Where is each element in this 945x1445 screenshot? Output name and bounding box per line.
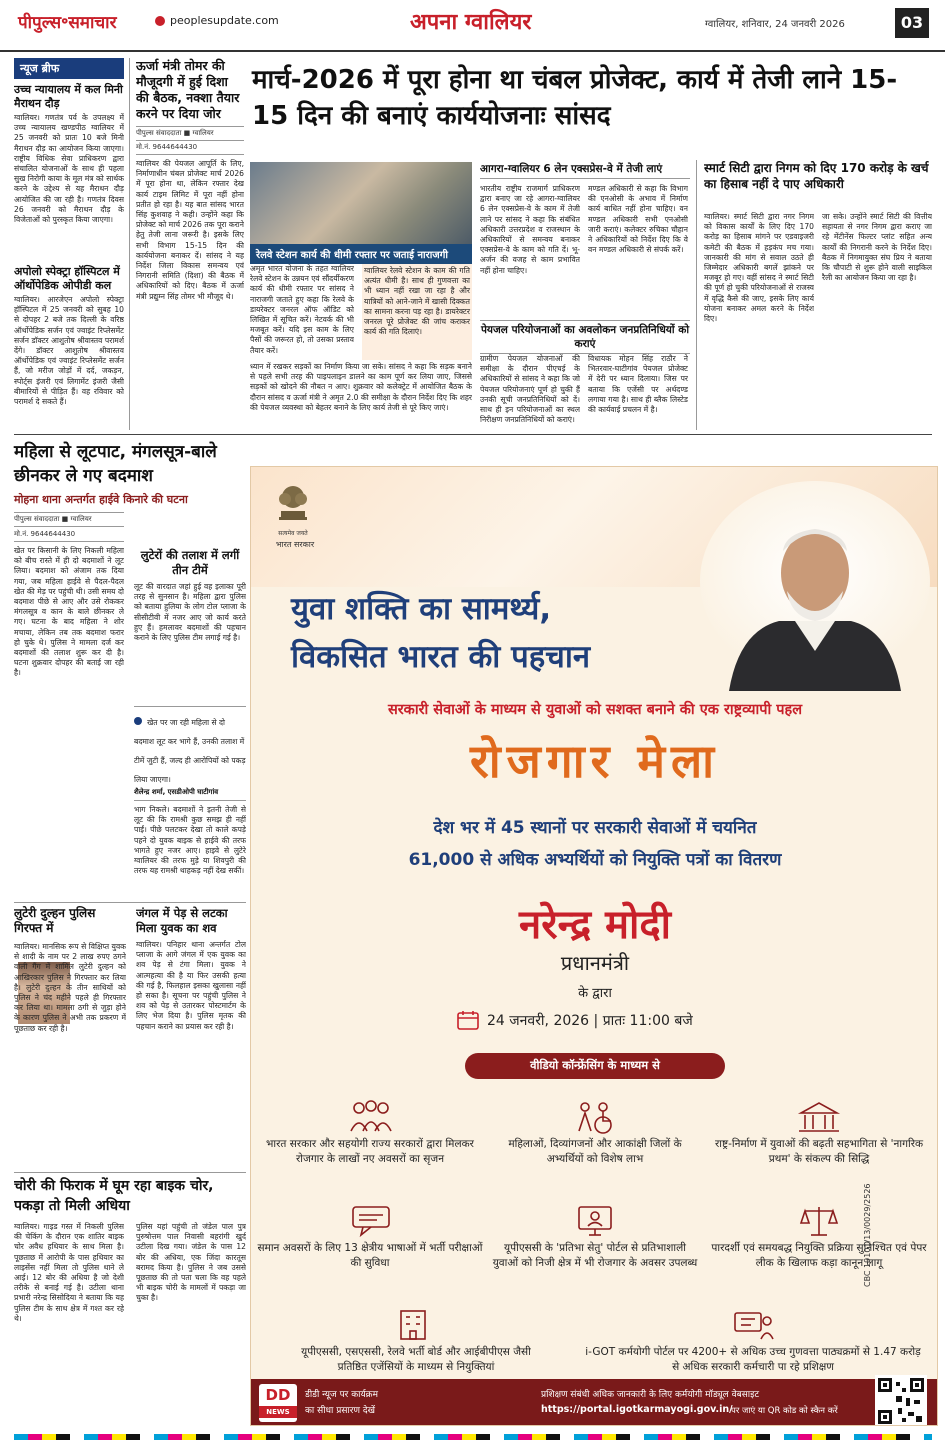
dd-logo-text: DD xyxy=(265,1386,291,1404)
quote-by: शैलेन्द्र शर्मा, एसडीओपी घाटीगांव xyxy=(134,788,219,796)
bride-story xyxy=(14,906,126,1168)
page-number: 03 xyxy=(895,8,929,38)
cbc-code: CBC 19101/13/0029/2526 xyxy=(863,1183,872,1287)
forest-story xyxy=(136,906,246,1168)
website-link[interactable]: peoplesupdate.com xyxy=(170,14,279,27)
energy-body: ग्वालियर की पेयजल आपूर्ति के लिए, निर्माणाधीन चंबल प्रोजेक्ट मार्च 2026 में पूरा होना था, लेकिन रफ्तार देख कार्य टाइम लिमिट में पूरा नहीं होना प्रतीत हो रहा है। यह बात सांसद भारत सिंह कुशवाह ने कही। उन्होंने कहा कि प्रोजेक्ट को मार्च 2026 तक पूरा कराने हेतु तेजी लाना जरूरी है। इसके लिए सभी विभाग 15-15 दिन की कार्ययोजना बनाकर दें। सांसद ने यह निर्देश जिला विकास समन्वय एवं निगरानी समिति (दिशा) की बैठक में अधिकारियों को दिए। बैठक में ऊर्जा मंत्री प्रद्युम्न सिंह तोमर भी मौजूद थे। xyxy=(136,159,244,301)
scheme-headline: पेयजल परियोजनाओं का अवलोकन जनप्रतिनिधियों को कराएं xyxy=(480,320,690,354)
dd-text-line2: का सीधा प्रसारण देखें xyxy=(305,1406,375,1416)
expressway-col-a: भारतीय राष्ट्रीय राजमार्ग प्राधिकरण द्वारा बनाए जा रहे आगरा-ग्वालियर 6 लेन एक्सप्रेस-वे के काम में तेजी लाने पर सांसद ने कहा कि संबंधित अधिकारी उत्तरप्रदेश व राजस्थान के अधिकारियों से समन्वय बनाकर एक्सप्रेस-वे के काम को गति दें। भू-अर्जन की वजह से काम प्रभावित नहीं होना चाहिए। xyxy=(480,184,580,275)
feature-text: i-GOT कर्मयोगी पोर्टल पर 4200+ से अधिक उच्च गुणवत्ता पाठ्यक्रमों से 1.47 करोड़ से अधिक सरकारी कर्मचारी पा रहे प्रशिक्षण xyxy=(585,1346,921,1373)
bride-body: ग्वालियर। मानसिक रूप से विक्षिप्त युवक से शादी के नाम पर 2 लाख रुपए ठगने वाली गैंग में शामिल लुटेरी दुल्हन को आखिरकार पुलिस ने गिरफ्तार कर लिया है। लुटेरी दुल्हन के तीन साथियों को पुलिस ने चंद महीने पहले ही गिरफ्तार कर लिया था। मामला ठगी से जुड़ा होने के कारण पुलिस ने अभी तक प्रकरण में पूछताछ कर रही है। xyxy=(14,942,126,1033)
lead-col-b: अमृत भारत योजना के तहत ग्वालियर रेलवे स्टेशन के उन्नयन एवं सौंदर्यीकरण कार्य की धीमी रफ्तार पर सांसद ने नाराजगी जताते हुए कहा कि रेलवे के डायरेक्टर जनरल ऑफ ऑडिट को लिखित में सूचित करें। नेटवर्क की भी मजबूत करें। यदि इस काम के लिए पैसों की जरूरत हो, तो उसका प्रस्ताव तैयार करें। xyxy=(250,264,354,355)
emblem-icon xyxy=(275,481,311,527)
feature-text: राष्ट्र-निर्माण में युवाओं की बढ़ती सहभागिता से 'नागरिक प्रथम' के संकल्प की सिद्धि xyxy=(714,1138,924,1165)
lead-photo-caption: रेलवे स्टेशन कार्य की धीमी रफ्तार पर जताई नाराजगी xyxy=(250,244,472,264)
robbery-phone: मो.नं. 9644644430 xyxy=(14,528,124,542)
training-icon xyxy=(731,1307,775,1343)
feature-text: यूपीएससी, एसएससी, रेलवे भर्ती बोर्ड और आईबीपीएस जैसी प्रतिष्ठित एजेंसियों के माध्यम से नियुक्तियां xyxy=(301,1346,531,1373)
feature-text: पारदर्शी एवं समयबद्ध नियुक्ति प्रक्रिया सुनिश्चित एवं पेपर लीक के खिलाफ कड़ा कानून लागू xyxy=(711,1242,927,1269)
bike-col-b: पुलिस यहां पहुंची तो जंडेल पाल पुत्र पुरुषोत्तम पाल निवासी बहरांगी खुर्द उटीला दिख गया। जंडेल के पास 12 बोर की अधिया, एक जिंदा कारतूस बरामद किया है। पुलिस ने जब उससे पूछताछ की तो पता चला कि वह पहले भी बाइक चोरी के मामलों में पकड़ा जा चुका है। xyxy=(136,1222,246,1303)
inclusion-icon xyxy=(573,1099,617,1135)
bride-headline: लुटेरी दुल्हन पुलिस गिरफ्त में xyxy=(14,906,96,935)
masthead xyxy=(0,0,945,52)
ad-title-line2: विकसित भारत की पहचान xyxy=(291,639,591,675)
dateline: ग्वालियर, शनिवार, 24 जनवरी 2026 xyxy=(705,19,845,30)
section-title: अपना ग्वालियर xyxy=(410,10,532,35)
brief-body: ग्वालियर। गणतंत्र पर्व के उपलक्ष्य में उच्च न्यायालय खण्डपीठ ग्वालियर में 25 जनवरी को प्रातः 10 बजे मिनी मैराथन दौड़ का आयोजन किया जाएगा। राष्ट्रीय विधिक सेवा प्राधिकरण द्वारा संचालित योजनाओं के साथ ही पहला सुख निरोगी काया के मूल मंत्र को सार्थक करने के उद्देश्य से यह मैराथन दौड़ आयोजित की जा रही है। गणतंत्र दिवस 26 जनवरी को मैराथन दौड़ के विजेताओं को पुरस्कृत किया जाएगा। xyxy=(14,113,124,225)
govt-label: भारत सरकार xyxy=(275,540,315,549)
bike-headline: चोरी की फिराक में घूम रहा बाइक चोर, पकड़ा तो मिली अधिया xyxy=(14,1178,214,1214)
lead-col-c: ग्वालियर रेलवे स्टेशन के काम की गति अत्यंत धीमी है। साथ ही गुणवत्ता का भी ध्यान नहीं रखा जा रहा है और यात्रियों को आने-जाने में खासी दिक्कत का सामना करना पड़ रहा है। डायरेक्टर जनरल पूरे प्रोजेक्ट की जांच कराकर कार्य की गति दिलाएं। xyxy=(362,264,472,360)
robbery-box-body: लूट की वारदात जहां हुई वह इलाका पूरी तरह से सुनसान है। महिला द्वारा पुलिस को बताया हुलिया के लोग टोल प्लाजा के सीसीटीवी में नजर आए जो कार्य करते हुए हैं। हमलावर बदमाशों की पहचान कराने के लिए पुलिस टीम लगाई गई है। xyxy=(134,582,246,643)
pm-title: प्रधानमंत्री xyxy=(560,951,630,975)
expressway-headline: आगरा-ग्वालियर 6 लेन एक्सप्रेस-वे में तेजी लाएं xyxy=(480,162,690,179)
smart-city-story xyxy=(704,160,932,430)
news-brief xyxy=(14,58,124,428)
portal-icon xyxy=(573,1203,617,1239)
feature-text: भारत सरकार और सहयोगी राज्य सरकारों द्वारा मिलकर रोजगार के लाखों नए अवसरों का सृजन xyxy=(266,1138,474,1165)
lead-col-a: ध्यान में रखकर सड़कों का निर्माण किया जा सके। सांसद ने कहा कि सड़क बनाने से पहले सभी तरह की पाइपलाइन डालने का काम पूर्ण कर लिया जाए, जिससे सड़कों को खोदने की नौबत न आए। शुक्रवार को कलेक्ट्रेट में आयोजित बैठक के दौरान सांसद व ऊर्जा मंत्री ने अमृत 2.0 की समीक्षा के दौरान निर्देश दिए कि शहर की पेयजल व्यवस्था को बेहतर बनाने के लिए कार्य तेजी से पूरे किए जाएं। xyxy=(250,362,472,412)
justice-icon xyxy=(797,1203,841,1239)
feature-text: समान अवसरों के लिए 13 क्षेत्रीय भाषाओं में भर्ती परीक्षाओं की सुविधा xyxy=(257,1242,483,1269)
expressway-col-b: मण्डल अधिकारी से कहा कि विभाग की एनओसी के अभाव में निर्माण कार्य बाधित नहीं होना चाहिए। वन मण्डल अधिकारी सभी एनओसी जारी कराएं। कलेक्टर रुचिका चौहान ने अधिकारियों को निर्देश दिए कि वे वन मण्डल अधिकारी से संपर्क करें। xyxy=(588,184,688,255)
scheme-story xyxy=(480,320,690,430)
vc-badge-text: वीडियो कॉन्फ्रेंसिंग के माध्यम से xyxy=(530,1058,660,1072)
robbery-byline: पीपुल्स संवाददाता ■ ग्वालियर xyxy=(14,512,124,527)
ad-title-line1: युवा शक्ति का सामर्थ्य, xyxy=(291,591,552,627)
brief-body: ग्वालियर। आरजेएन अपोलो स्पेक्ट्रा हॉस्पिटल में 25 जनवरी को सुबह 10 से दोपहर 2 बजे तक दिल्ली के वरिष्ठ ऑर्थोपेडिक सर्जन एवं ज्वाइंट रिप्लेसमेंट सर्जन डॉक्टर आशुतोष श्रीवास्तव परामर्श देंगे। डॉक्टर आशुतोष श्रीवास्तव ऑर्थोपेडिक एवं ज्वाइंट रिप्लेसमेंट सर्जन हैं, जो मरीज जोड़ों में दर्द, जकड़न, स्पोर्ट्स इंजरी एवं लिगामेंट इंजरी जैसी बीमारियों से पीड़ित हैं। वह रविवार को परामर्श दे सकते हैं। xyxy=(14,295,124,407)
feature-text: यूपीएससी के 'प्रतिभा सेतु' पोर्टल से प्रतिभाशाली युवाओं को निजी क्षेत्र में भी रोजगार के अवसर उपलब्ध xyxy=(492,1242,698,1269)
energy-headline: ऊर्जा मंत्री तोमर की मौजूदगी में हुई दिशा की बैठक, नक्शा तैयार करने पर दिया जोर xyxy=(136,58,240,121)
robbery-subhead: मोहना थाना अन्तर्गत हाईवे किनारे की घटना xyxy=(14,493,188,506)
website-dot-icon xyxy=(155,16,165,26)
pm-name: नरेन्द्र मोदी xyxy=(519,902,671,948)
event-datetime: 24 जनवरी, 2026 | प्रातः 11:00 बजे xyxy=(487,1013,693,1029)
expressway-story xyxy=(480,162,690,318)
robbery-box-headline: लुटेरों की तलाश में लगीं तीन टीमें xyxy=(140,548,240,577)
ad-desc-line2: 61,000 से अधिक अभ्यर्थियों को नियुक्ति पत्रों का वितरण xyxy=(408,850,782,870)
dd-logo-sub: NEWS xyxy=(259,1406,297,1418)
ad-subtitle: सरकारी सेवाओं के माध्यम से युवाओं को सशक्त बनाने की एक राष्ट्रव्यापी पहल xyxy=(387,702,803,718)
qr-code-icon[interactable] xyxy=(875,1375,927,1426)
robbery-quote xyxy=(134,706,246,801)
quote-text: खेत पर जा रही महिला से दो बदमाश लूट कर भागे हैं, उनकी तलाश में टीमें जुटी हैं, जल्द ही आरोपियों को पकड़ लिया जाएगा। xyxy=(134,718,246,784)
language-icon xyxy=(349,1203,393,1239)
ad-footer xyxy=(251,1379,938,1426)
feature-text: महिलाओं, दिव्यांगजनों और आकांक्षी जिलों के अभ्यर्थियों को विशेष लाभ xyxy=(508,1138,682,1165)
smart-city-col-b: जा सके। उन्होंने स्मार्ट सिटी की वित्तीय सहायता से नगर निगम द्वारा कराए जा रहे मेंटीनेंस फिल्टर प्लांट सहित अन्य कार्यों की निगरानी करने के निर्देश दिए। बैठक में निगमायुक्त संघ प्रिय ने बताया कि चौपाटी से शुरू होने वाली साइकिल रैली का आयोजन किया जा रहा है। xyxy=(822,212,932,283)
bike-story xyxy=(14,1176,246,1426)
smart-city-headline: स्मार्ट सिटी द्वारा निगम को दिए 170 करोड़ के खर्च का हिसाब नहीं दे पाए अधिकारी xyxy=(704,161,929,191)
news-brief-label: न्यूज ब्रीफ xyxy=(14,58,124,79)
brief-headline: अपोलो स्पेक्ट्रा हॉस्पिटल में ऑर्थोपेडिक ओपीडी कल xyxy=(14,265,120,292)
bike-col-a: ग्वालियर। गाइड गस्त में निकली पुलिस की चेकिंग के दौरान एक शातिर बाइक चोर अवैध हथियार के साथ मिला है। पूछताछ में आरोपी के पास हथियार का लाइसेंस नहीं मिला तो पुलिस थाने ले आई। 12 बोर की अधिया है जो देशी तरीके से बनाई गई है। उटीला थाना प्रभारी नरेन्द्र सिसोदिया ने बताया कि यह पुलिस टीम के साथ क्षेत्र में गश्त कर रहे थे। xyxy=(14,1222,124,1323)
dd-text-line1: डीडी न्यूज पर कार्यक्रम xyxy=(305,1390,378,1400)
forest-body: ग्वालियर। पनिहार थाना अन्तर्गत टोल प्लाजा के आगे जंगल में एक युवक का शव पेड़ से टंगा मिला। युवक ने आत्महत्या की है या फिर उसकी हत्या की गई है, फिलहाल इसका खुलासा नहीं हो सका है। सूचना पर पहुंची पुलिस ने शव को पेड़ से उतारकर पोस्टमार्टम के लिए भेज दिया है। पुलिस मृतक की पहचान कराने का प्रयास कर रही है। xyxy=(136,940,246,1031)
energy-story xyxy=(136,58,244,430)
paper-logo: पीपुल्स॰समाचार xyxy=(18,13,117,33)
lead-photo xyxy=(250,162,472,244)
dd-news-logo xyxy=(259,1384,297,1422)
scheme-col-b: विधायक मोहन सिंह राठौर ने भितरवार-घाटीगांव पेयजल प्रोजेक्ट में देरी पर ध्यान दिलाया। जिस पर बताया कि एजेंसी पर अर्थदण्ड लगाया गया है। साथ ही ब्लैक लिस्टेड की कार्यवाई प्रचलन में है। xyxy=(588,354,688,415)
robbery-col2-body: भाग निकले। बदमाशों ने इतनी तेजी से लूट की कि रामश्री कुछ समझ ही नहीं पाईं। पीछे पलटकर देखा तो काले कपड़े पहने दो युवक बाइक से हाईवे की तरफ भागते हुए नजर आए। हाइवे से लुटेरे ग्वालियर की तरफ मुड़े या शिवपुरी की तरफ यह रामश्री थाहकड़ नहीं देख सकीं। xyxy=(134,805,246,876)
rozgar-mela-ad xyxy=(250,466,938,1426)
robbery-body: खेत पर किसानी के लिए निकली महिला को बीच रास्ते में ही दो बदमाशों ने लूट लिया। बदमाश को अंजाम तक दिया गया, जब महिला हाईवे से पैदल-पैदल खेत की मेड़ पर पहुंची थी। उसी समय दो बदमाश पीछे से आए और उसे रोककर मंगलसूत्र व कान के बाले छीनकर ले गए। घटना के बाद महिला ने शोर मचाया, लेकिन तब तक बदमाश फरार हो चुके थे। पुलिस ने मामला दर्ज कर बदमाशों की तलाश शुरू कर दी है। घटना शुक्रवार दोपहर की बताई जा रही है। xyxy=(14,546,124,678)
lead-headline: मार्च-2026 में पूरा होना था चंबल प्रोजेक्ट, कार्य में तेजी लाने 15-15 दिन की बनाएं कार्ययोजनाः सांसद xyxy=(252,65,898,131)
by-label: के द्वारा xyxy=(578,986,612,1001)
brief-headline: उच्च न्यायालय में कल मिनी मैराथन दौड़ xyxy=(14,83,123,110)
people-icon xyxy=(349,1099,393,1135)
energy-byline: पीपुल्स संवाददाता ■ ग्वालियर xyxy=(136,126,244,141)
calendar-icon xyxy=(457,1010,479,1030)
event-title: रोजगार मेला xyxy=(469,734,721,788)
building-icon xyxy=(797,1099,841,1135)
office-icon xyxy=(391,1307,435,1343)
emblem-motto: सत्यमेव जयते xyxy=(278,530,308,537)
info-suffix: पर जाएं या QR कोड को स्कैन करें xyxy=(731,1406,838,1416)
forest-headline: जंगल में पेड़ से लटका मिला युवक का शव xyxy=(136,906,228,935)
robbery-box xyxy=(134,548,246,882)
ad-desc-line1: देश भर में 45 स्थानों पर सरकारी सेवाओं में चयनित xyxy=(433,818,757,838)
quote-icon xyxy=(134,717,142,725)
pm-portrait xyxy=(699,481,931,691)
info-link[interactable]: https://portal.igotkarmayogi.gov.in/ xyxy=(541,1404,733,1415)
smart-city-col-a: ग्वालियर। स्मार्ट सिटी द्वारा नगर निगम को विकास कार्यों के लिए दिए 170 करोड़ का हिसाब मांगने पर एडवाइजरी कमेटी की बैठक में हड़कंप मच गया। जानकारी की मांग से सवाल उठते ही जिम्मेदार अधिकारी बगलें झांकने पर मजबूर हो गए। वहीं सांसद ने स्मार्ट सिटी की पूर्ण हो चुकी परियोजनाओं से राजस्व में वृद्धि कैसे की जाए, इसके लिए कार्य योजना बनाकर अमल करने के निर्देश दिए। xyxy=(704,212,814,324)
info-line1: प्रशिक्षण संबंधी अधिक जानकारी के लिए कर्मयोगी मॉड्यूल वेबसाइट xyxy=(541,1390,760,1400)
color-register xyxy=(14,1434,932,1440)
energy-phone: मो.नं. 9644644430 xyxy=(136,141,244,155)
scheme-col-a: ग्रामीण पेयजल योजनाओं की समीक्षा के दौरान पीएचई के अधिकारियों से सांसद ने कहा कि जो पेयजल परियोजनाएं पूर्ण हो चुकी हैं उनकी सूची जनप्रतिनिधियों को दें। साथ ही इन परियोजनाओं का स्थल निरीक्षण जनप्रतिनिधियों को कराएं। xyxy=(480,354,580,425)
robbery-headline: महिला से लूटपाट, मंगलसूत्र-बाले छीनकर ले गए बदमाश xyxy=(14,442,217,486)
